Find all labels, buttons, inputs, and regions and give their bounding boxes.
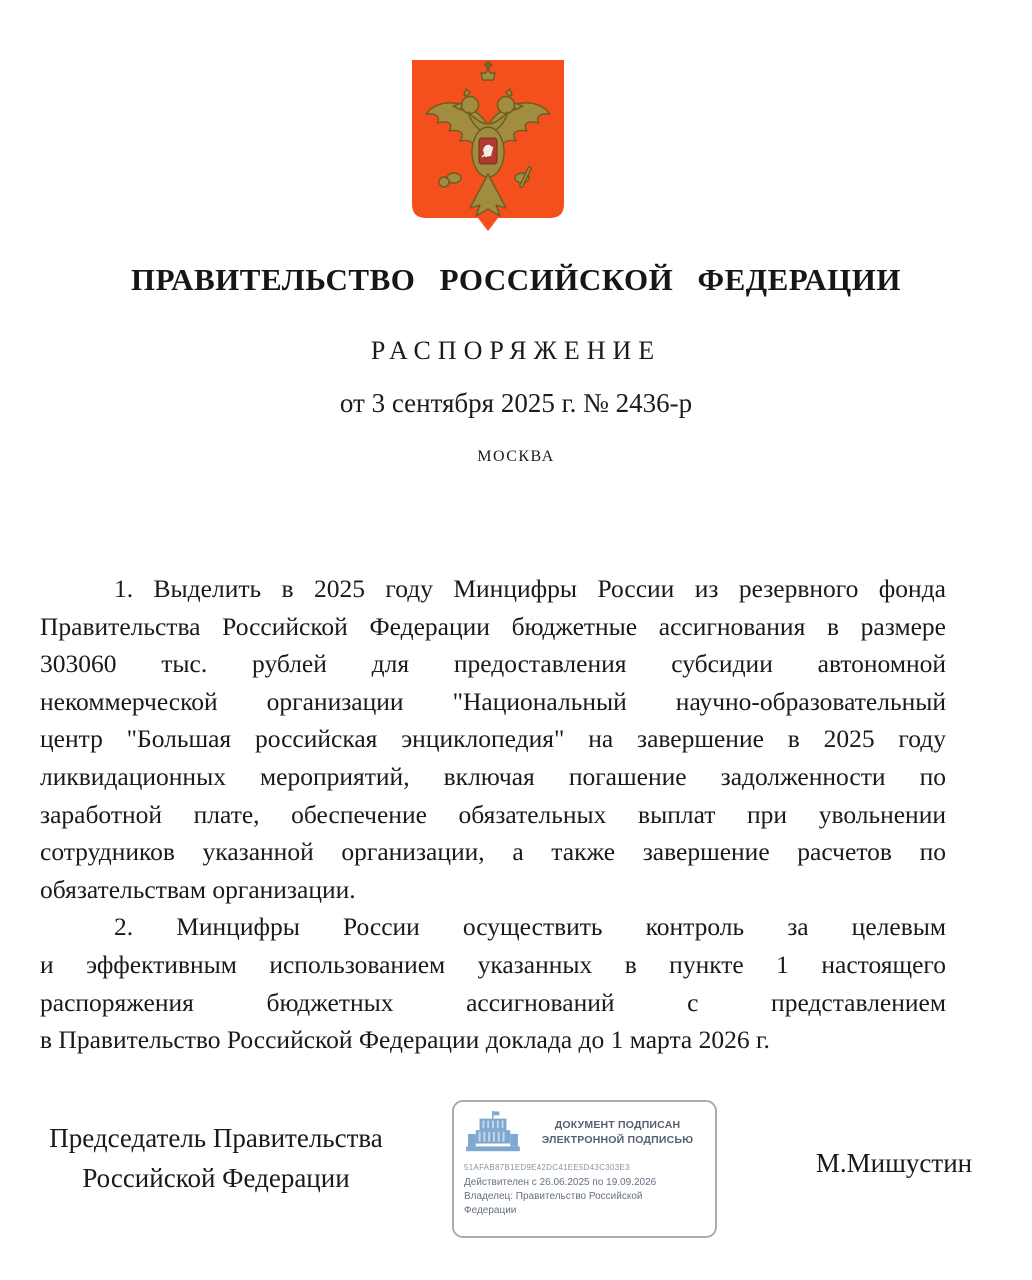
body-text-line: ликвидационных мероприятий, включая погашение задолженности по <box>40 761 946 791</box>
stamp-title <box>530 1118 705 1148</box>
electronic-signature-stamp <box>452 1100 717 1238</box>
stamp-owner-line2: Федерации <box>464 1204 517 1216</box>
body-text-line: и эффективным использованием указанных в пункте 1 настоящего <box>40 949 946 979</box>
body-text-line: в Правительство Российской Федерации доклада до 1 марта 2026 г. <box>40 1025 770 1055</box>
signer-position-block <box>38 1118 394 1198</box>
signer-name: М.Мишустин <box>815 1148 973 1178</box>
body-text-line: некоммерческой организации "Национальный научно-образовательный <box>40 686 946 716</box>
government-building-icon <box>464 1110 522 1156</box>
document-type-title: РАСПОРЯЖЕНИЕ <box>370 336 662 365</box>
body-text-line: 1. Выделить в 2025 году Минцифры России из резервного фонда <box>114 574 946 603</box>
stamp-title-line1: ДОКУМЕНТ ПОДПИСАН <box>554 1118 681 1131</box>
document-city: МОСКВА <box>477 448 555 465</box>
signer-position-line2: Российской Федерации <box>82 1163 350 1193</box>
decree-body-text <box>40 570 946 1059</box>
stamp-owner-line1: Владелец: Правительство Российской <box>464 1191 643 1202</box>
body-text-line: 303060 тыс. рублей для предоставления субсидии автономной <box>40 649 946 679</box>
signer-position-line1: Председатель Правительства <box>49 1123 383 1153</box>
stamp-validity-dates: Действителен с 26.06.2025 по 19.09.2026 <box>464 1177 657 1188</box>
body-text-line: обязательствам организации. <box>40 874 356 904</box>
body-text-line: сотрудников указанной организации, а также завершение расчетов по <box>40 837 946 867</box>
body-text-line: Правительства Российской Федерации бюджетные ассигнования в размере <box>40 611 946 641</box>
document-date-number: от 3 сентября 2025 г. № 2436-р <box>339 388 693 418</box>
government-org-title: ПРАВИТЕЛЬСТВО РОССИЙСКОЙ ФЕДЕРАЦИИ <box>131 262 901 297</box>
body-text-line: заработной плате, обеспечение обязательных выплат при увольнении <box>40 799 946 829</box>
body-text-line: распоряжения бюджетных ассигнований с представлением <box>40 987 946 1017</box>
stamp-certificate-number: 51AFAB87B1ED9E42DC41EE5D43C303E3 <box>464 1163 630 1172</box>
stamp-owner <box>464 1190 705 1217</box>
stamp-title-line2: ЭЛЕКТРОННОЙ ПОДПИСЬЮ <box>541 1134 694 1146</box>
body-text-line: центр "Большая российская энциклопедия" на завершение в 2025 году <box>40 724 946 754</box>
body-text-line: 2. Минцифры России осуществить контроль за целевым <box>114 912 946 942</box>
russia-coat-of-arms-icon <box>410 58 566 232</box>
